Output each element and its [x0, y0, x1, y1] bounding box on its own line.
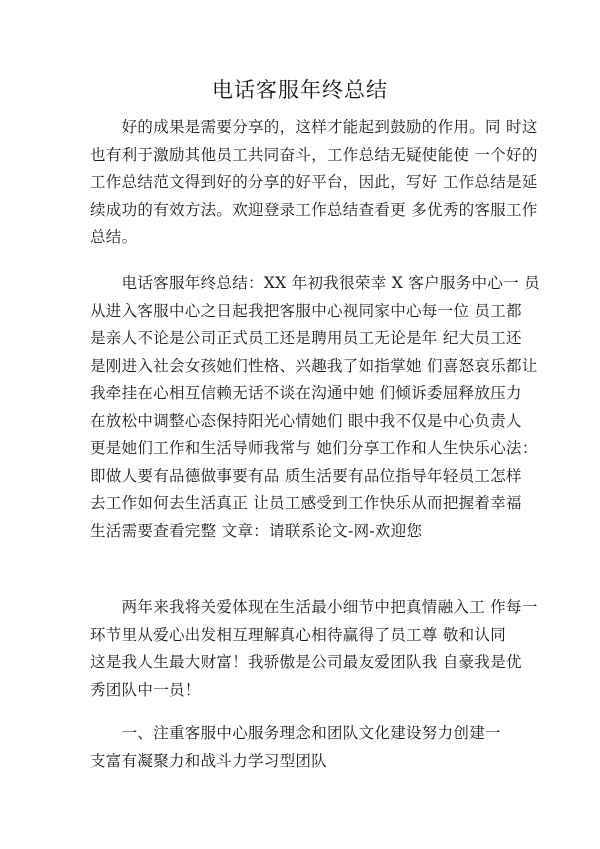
text-line: 是亲人不论是公司正式员工还是聘用员工无论是年 纪大员工还: [90, 329, 522, 347]
text-line: 在放松中调整心态保持阳光心情她们 眼中我不仅是中心负责人: [90, 411, 522, 430]
paragraph-summary: [90, 270, 540, 545]
text-line: 我牵挂在心相互信赖无话不谈在沟通中她 们倾诉委屈释放压力: [90, 384, 522, 402]
text-line: 即做人要有品德做事要有品 质生活要有品位指导年轻员工怎样: [90, 466, 522, 485]
text-line: 从进入客服中心之日起我把客服中心视同家中心每一位 员工都: [90, 301, 522, 320]
text-line: 两年来我将关爱体现在生活最小细节中把真情融入工 作每一: [90, 598, 538, 616]
document-title: 电话客服年终总结: [212, 78, 388, 102]
text-line: 续成功的有效方法。欢迎登录工作总结查看更 多优秀的客服工作: [90, 200, 538, 219]
text-line: 生活需要查看完整 文章：请联系论文-网-欢迎您: [90, 521, 423, 540]
text-line: 更是她们工作和生活导师我常与 她们分享工作和人生快乐心法：: [90, 439, 538, 457]
text-line: 工作总结范文得到好的分享的好平台，因此，写好 工作总结是延: [90, 173, 538, 191]
text-line: 总结。: [90, 228, 138, 246]
text-line: 电话客服年终总结：XX 年初我很荣幸 X 客户服务中心一 员: [90, 274, 540, 292]
text-line: 也有利于激励其他员工共同奋斗，工作总结无疑使能使 一个好的: [90, 145, 538, 164]
text-line: 支富有凝聚力和战斗力学习型团队: [90, 751, 328, 770]
paragraph-intro: [90, 114, 538, 252]
paragraph-care: [90, 594, 538, 704]
paragraph-section-one: [90, 720, 530, 775]
text-line: 环节里从爱心出发相互理解真心相待赢得了员工尊 敬和认同: [90, 625, 507, 644]
text-line: 好的成果是需要分享的，这样才能起到鼓励的作用。同 时这: [90, 118, 538, 136]
text-line: 去工作如何去生活真正 让员工感受到工作快乐从而把握着幸福: [90, 494, 522, 512]
text-line: 秀团队中一员！: [90, 680, 201, 699]
text-line: 这是我人生最大财富！我骄傲是公司最友爱团队我 自豪我是优: [90, 653, 522, 671]
text-line: 是刚进入社会女孩她们性格、兴趣我了如指掌她 们喜怒哀乐都让: [90, 356, 538, 375]
text-line: 一、注重客服中心服务理念和团队文化建设努力创建一: [90, 724, 501, 742]
